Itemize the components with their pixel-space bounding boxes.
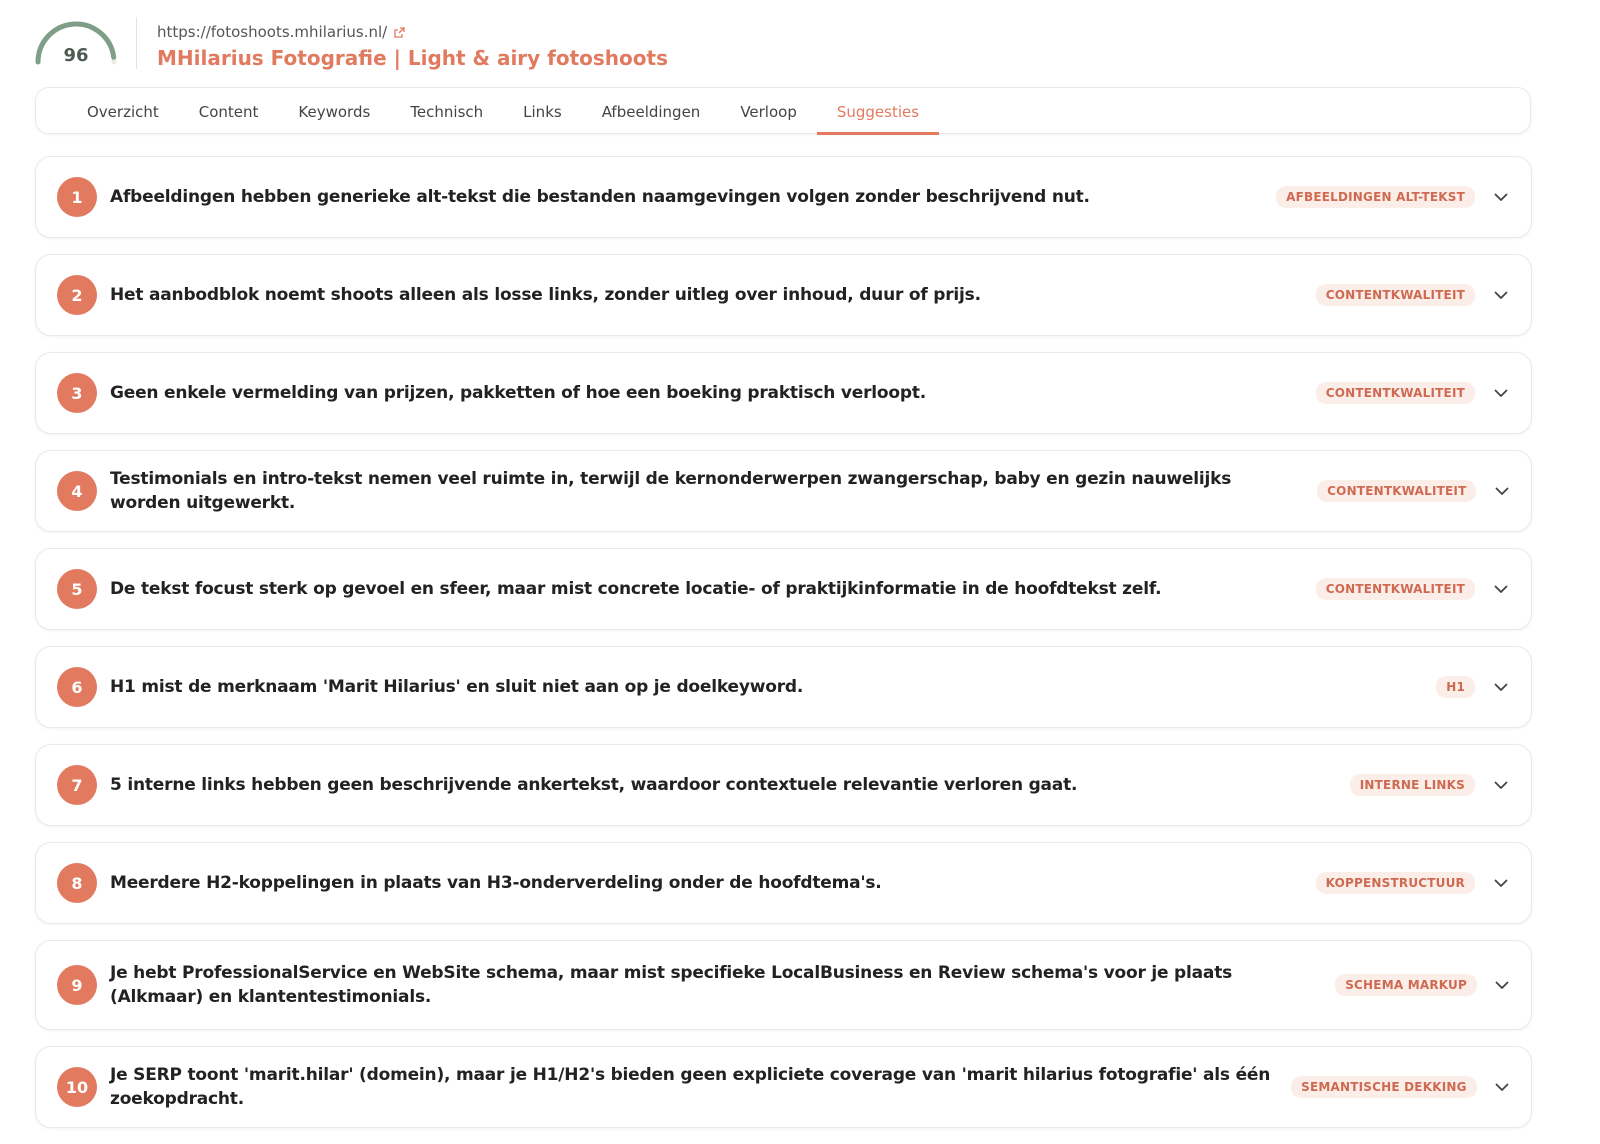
chevron-down-icon[interactable] — [1493, 581, 1509, 597]
chevron-down-icon[interactable] — [1493, 287, 1509, 303]
suggestion-card[interactable] — [35, 450, 1532, 532]
external-link-icon[interactable] — [393, 26, 406, 39]
suggestion-card[interactable] — [35, 940, 1532, 1030]
score-value: 96 — [63, 45, 89, 66]
tab-keywords[interactable]: Keywords — [298, 102, 371, 121]
suggestion-text: H1 mist de merknaam 'Marit Hilarius' en sluit niet aan op je doelkeyword. — [110, 677, 804, 697]
tab-verloop[interactable]: Verloop — [740, 102, 797, 121]
suggestion-card[interactable] — [35, 352, 1532, 434]
category-badge: AFBEELDINGEN ALT-TEKST — [1276, 186, 1475, 208]
category-badge: CONTENTKWALITEIT — [1316, 578, 1475, 600]
tab-suggesties[interactable]: Suggesties — [817, 88, 939, 135]
category-badge: KOPPENSTRUCTUUR — [1316, 872, 1475, 894]
page-url[interactable]: https://fotoshoots.mhilarius.nl/ — [157, 23, 388, 41]
suggestion-number: 9 — [57, 965, 97, 1005]
category-badge: CONTENTKWALITEIT — [1317, 480, 1476, 502]
chevron-down-icon[interactable] — [1495, 977, 1509, 993]
suggestion-text: Het aanbodblok noemt shoots alleen als losse links, zonder uitleg over inhoud, duur of prijs. — [110, 285, 981, 305]
suggestion-text: De tekst focust sterk op gevoel en sfeer, maar mist concrete locatie- of praktijkinformatie in de hoofdtekst zelf. — [110, 579, 1162, 599]
tab-afbeeldingen[interactable]: Afbeeldingen — [601, 102, 701, 121]
suggestion-card[interactable] — [35, 254, 1532, 336]
suggestion-text: Geen enkele vermelding van prijzen, pakketten of hoe een boeking praktisch verloopt. — [110, 383, 927, 403]
tab-overzicht[interactable]: Overzicht — [87, 102, 159, 121]
suggestion-card[interactable] — [35, 842, 1532, 924]
suggestion-text: Afbeeldingen hebben generieke alt-tekst die bestanden naamgevingen volgen zonder beschrijvend nut. — [110, 187, 1090, 207]
suggestion-text: Meerdere H2-koppelingen in plaats van H3-onderverdeling onder de hoofdtema's. — [110, 873, 882, 893]
suggestion-number: 3 — [57, 373, 97, 413]
suggestion-text: Testimonials en intro-tekst nemen veel ruimte in, terwijl de kernonderwerpen zwangerschap, baby en gezin nauwelijks worden uitgewerkt. — [110, 469, 1232, 513]
suggestion-number: 8 — [57, 863, 97, 903]
suggestion-text: Je SERP toont 'marit.hilar' (domein), maar je H1/H2's bieden geen expliciete coverage van 'marit hilarius fotografie' als één zoekopdracht. — [110, 1065, 1271, 1109]
category-badge: SCHEMA MARKUP — [1335, 974, 1477, 996]
chevron-down-icon[interactable] — [1494, 483, 1509, 499]
chevron-down-icon[interactable] — [1493, 189, 1509, 205]
suggestion-card[interactable] — [35, 744, 1532, 826]
suggestion-card[interactable] — [35, 1046, 1532, 1128]
suggestion-list — [35, 156, 1532, 1144]
page-header — [0, 0, 1600, 86]
page-title: MHilarius Fotografie | Light & airy fotoshoots — [157, 46, 668, 70]
chevron-down-icon[interactable] — [1493, 679, 1509, 695]
category-badge: CONTENTKWALITEIT — [1316, 382, 1475, 404]
suggestion-number: 2 — [57, 275, 97, 315]
page-url-line — [157, 23, 406, 41]
chevron-down-icon[interactable] — [1493, 777, 1509, 793]
suggestion-text: Je hebt ProfessionalService en WebSite schema, maar mist specifieke LocalBusiness en Review schema's voor je plaats (Alkmaar) en klantentestimonials. — [110, 963, 1233, 1007]
category-badge: INTERNE LINKS — [1350, 774, 1475, 796]
header-divider — [136, 17, 137, 69]
suggestion-number: 6 — [57, 667, 97, 707]
suggestion-number: 4 — [57, 471, 97, 511]
category-badge: CONTENTKWALITEIT — [1316, 284, 1475, 306]
suggestion-text: 5 interne links hebben geen beschrijvende ankertekst, waardoor contextuele relevantie verloren gaat. — [110, 775, 1078, 795]
tab-technisch[interactable]: Technisch — [410, 102, 484, 121]
chevron-down-icon[interactable] — [1493, 875, 1509, 891]
chevron-down-icon[interactable] — [1493, 385, 1509, 401]
suggestion-number: 5 — [57, 569, 97, 609]
suggestion-card[interactable] — [35, 548, 1532, 630]
chevron-down-icon[interactable] — [1495, 1079, 1509, 1095]
suggestion-number: 10 — [57, 1067, 97, 1107]
score-gauge — [34, 20, 118, 66]
suggestion-number: 7 — [57, 765, 97, 805]
category-badge: H1 — [1436, 676, 1475, 698]
suggestion-card[interactable] — [35, 646, 1532, 728]
tab-links[interactable]: Links — [523, 102, 562, 121]
suggestion-card[interactable] — [35, 156, 1532, 238]
suggestion-number: 1 — [57, 177, 97, 217]
tab-bar — [35, 87, 1531, 134]
category-badge: SEMANTISCHE DEKKING — [1291, 1076, 1477, 1098]
tab-content[interactable]: Content — [198, 102, 259, 121]
